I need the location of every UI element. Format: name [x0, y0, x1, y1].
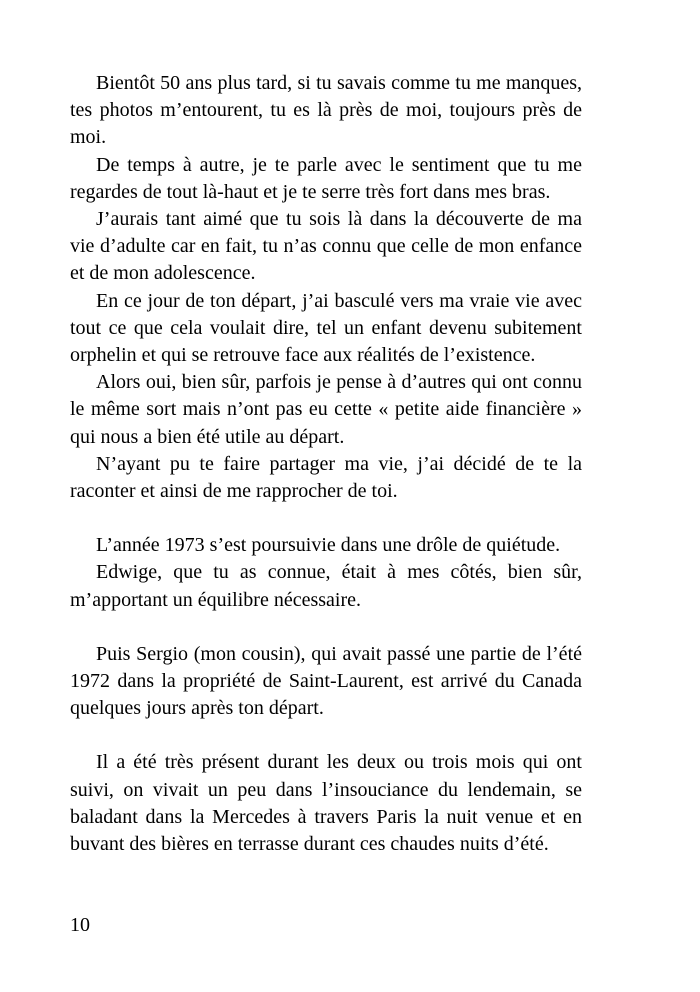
paragraph: Il a été très présent durant les deux ou trois mois qui ont suivi, on vivait un peu dans l’insouciance du lendemain, se baladant dans la Mercedes à travers Paris la nuit venue et en buvant des bières en terrasse durant ces chaudes nuits d’été.: [70, 751, 582, 856]
body-text: [70, 70, 582, 858]
paragraph: De temps à autre, je te parle avec le sentiment que tu me regardes de tout là-haut et je te serre très fort dans mes bras.: [70, 153, 582, 203]
paragraph: En ce jour de ton départ, j’ai basculé vers ma vraie vie avec tout ce que cela voulait dire, tel un enfant devenu subitement orphelin et qui se retrouve face aux réalités de l’existence.: [70, 289, 582, 367]
page-number: 10: [70, 914, 90, 936]
paragraph: L’année 1973 s’est poursuivie dans une drôle de quiétude.: [96, 534, 561, 557]
paragraph: Edwige, que tu as connue, était à mes côtés, bien sûr, m’apportant un équilibre nécessaire.: [70, 561, 582, 611]
paragraph: Alors oui, bien sûr, parfois je pense à d’autres qui ont connu le même sort mais n’ont pas eu cette « petite aide financière » qui nous a bien été utile au départ.: [70, 371, 582, 448]
paragraph: Bientôt 50 ans plus tard, si tu savais comme tu me manques, tes photos m’entourent, tu es là près de moi, toujours près de moi.: [70, 72, 582, 149]
paragraph: Puis Sergio (mon cousin), qui avait passé une partie de l’été 1972 dans la propriété de Saint-Laurent, est arrivé du Canada quelques jours après ton départ.: [70, 642, 582, 720]
paragraph: J’aurais tant aimé que tu sois là dans la découverte de ma vie d’adulte car en fait, tu n’as connu que celle de mon enfance et de mon adolescence.: [70, 208, 582, 285]
paragraph: N’ayant pu te faire partager ma vie, j’ai décidé de te la raconter et ainsi de me rapprocher de toi.: [70, 452, 582, 503]
